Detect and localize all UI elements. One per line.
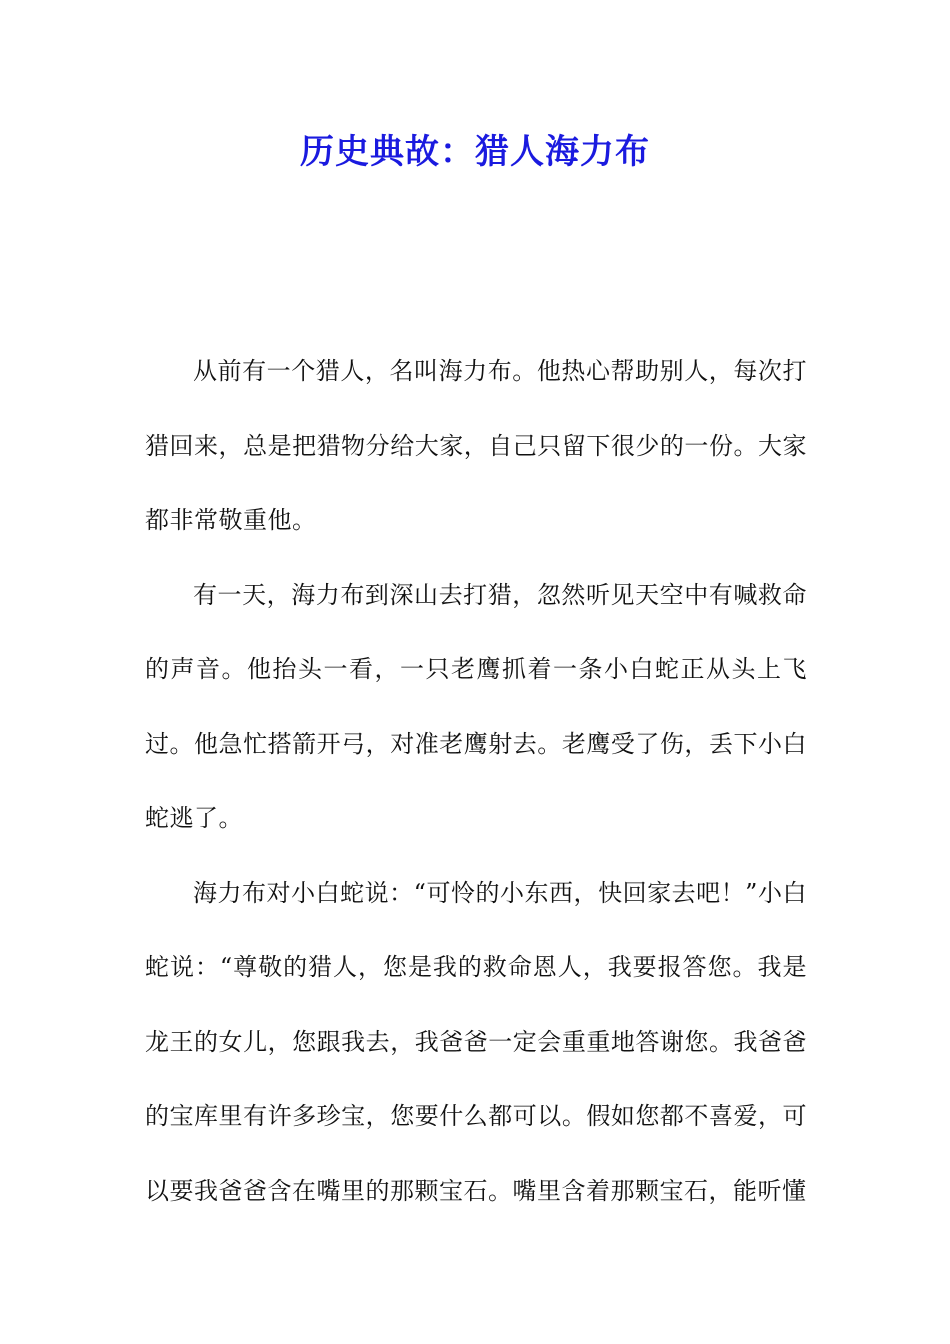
paragraph-2: 有一天，海力布到深山去打猎，忽然听见天空中有喊救命的声音。他抬头一看，一只老鹰抓着一条小白蛇正从头上飞过。他急忙搭箭开弓，对准老鹰射去。老鹰受了伤，丢下小白蛇逃了。	[145, 580, 807, 832]
document-body	[145, 334, 807, 1228]
paragraph-1: 从前有一个猎人，名叫海力布。他热心帮助别人，每次打猎回来，总是把猎物分给大家，自己只留下很少的一份。大家都非常敬重他。	[145, 357, 807, 534]
paragraph-3: 海力布对小白蛇说：“可怜的小东西，快回家去吧！”小白蛇说：“尊敬的猎人，您是我的救命恩人，我要报答您。我是龙王的女儿，您跟我去，我爸爸一定会重重地答谢您。我爸爸的宝库里有许多珍宝，您要什么都可以。假如您都不喜爱，可以要我爸爸含在嘴里的那颗宝石。嘴里含着那颗宝石，能听懂	[145, 878, 807, 1205]
document-title: 历史典故：猎人海力布	[300, 132, 650, 172]
